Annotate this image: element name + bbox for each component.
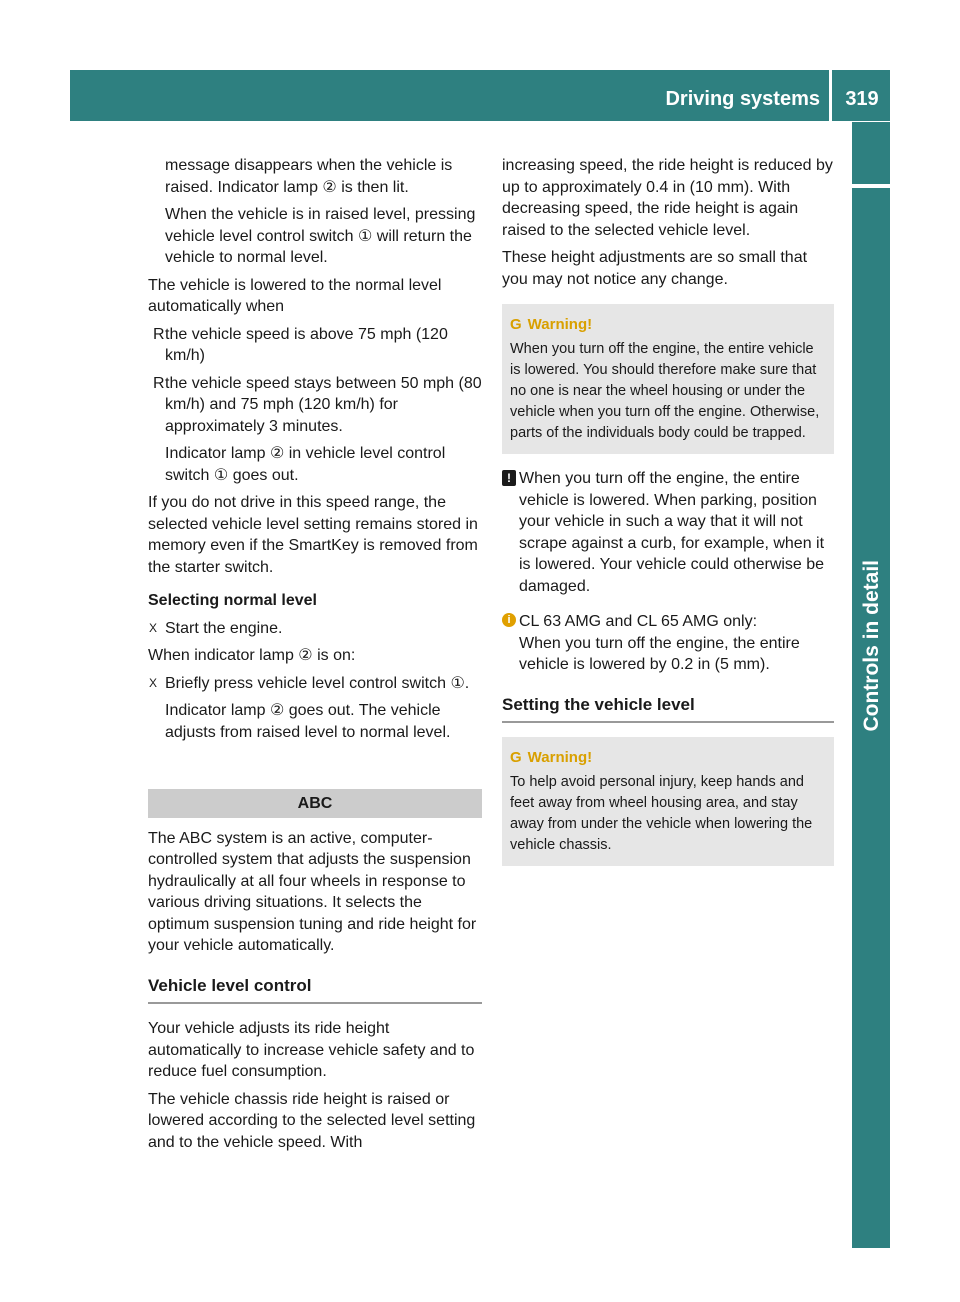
paragraph: The vehicle chassis ride height is raised or lowered according to the selected level setting and to the vehicle speed. With xyxy=(148,1090,476,1151)
paragraph: These height adjustments are so small that you may not notice any change. xyxy=(502,249,808,288)
abc-heading: ABC xyxy=(148,789,482,818)
paragraph: Indicator lamp ② in vehicle level control switch ① goes out. xyxy=(165,445,446,484)
info-note xyxy=(502,611,834,676)
exclamation-icon: ! xyxy=(502,470,516,486)
list-item-text: the vehicle speed is above 75 mph (120 km/h) xyxy=(165,325,448,364)
paragraph: The ABC system is an active, computer-controlled system that adjusts the suspension hydraulically at all four wheels in response to various driving situations. It selects the optimum suspension tuning and ride height for your vehicle automatically. xyxy=(148,829,477,954)
step-item xyxy=(148,673,482,695)
list-item-text: the vehicle speed stays between 50 mph (80 km/h) and 75 mph (120 km/h) for approximately 3 minutes. xyxy=(165,374,482,435)
side-tab-label: Controls in detail xyxy=(860,560,883,732)
damage-note xyxy=(502,468,834,597)
info-icon: i xyxy=(502,613,516,627)
warning-title xyxy=(510,314,826,335)
warning-text: When you turn off the engine, the entire vehicle is lowered. You should therefore make sure that no one is near the wheel housing or under the vehicle when you turn off the engine. Otherwise, parts of the individuals body could be trapped. xyxy=(510,341,820,441)
step-arrow-icon: X xyxy=(149,620,158,635)
paragraph: When the vehicle is in raised level, pressing vehicle level control switch ① will return the vehicle to normal level. xyxy=(165,206,476,266)
step-arrow-icon: X xyxy=(149,675,158,690)
bullet-marker: R xyxy=(153,325,165,343)
paragraph: Your vehicle adjusts its ride height automatically to increase vehicle safety and to reduce fuel consumption. xyxy=(148,1020,475,1080)
note-text: When you turn off the engine, the entire vehicle is lowered. When parking, position your vehicle in such a way that it will not scrape against a curb, for example, when it is lowered. Your vehicle could otherwise be damaged. xyxy=(519,470,825,595)
list-item xyxy=(148,373,482,438)
list-item xyxy=(148,324,482,367)
paragraph: Indicator lamp ② goes out. The vehicle adjusts from raised level to normal level. xyxy=(165,702,451,741)
paragraph: If you do not drive in this speed range, the selected vehicle level setting remains stored in memory even if the SmartKey is removed from the starter switch. xyxy=(148,494,478,576)
page-number: 319 xyxy=(845,88,879,110)
warning-icon: G xyxy=(510,749,522,766)
paragraph: When indicator lamp ② is on: xyxy=(148,647,356,664)
warning-box xyxy=(502,737,834,866)
header-divider xyxy=(829,70,832,121)
paragraph: message disappears when the vehicle is raised. Indicator lamp ② is then lit. xyxy=(165,157,453,196)
warning-text: To help avoid personal injury, keep hands and feet away from wheel housing area, and stay away from under the vehicle when lowering the vehicle chassis. xyxy=(510,774,813,853)
section-title: Driving systems xyxy=(665,88,820,110)
step-text: Start the engine. xyxy=(165,619,283,637)
side-tab-marker xyxy=(852,122,890,184)
subheading: Selecting normal level xyxy=(148,592,317,609)
step-item xyxy=(148,618,482,640)
warning-title-text: Warning! xyxy=(527,316,593,333)
section-heading: Vehicle level control xyxy=(148,975,482,1005)
warning-title xyxy=(510,747,826,768)
warning-icon: G xyxy=(510,316,522,333)
info-line: When you turn off the engine, the entire vehicle is lowered by 0.2 in (5 mm). xyxy=(519,634,800,673)
bullet-marker: R xyxy=(153,374,165,392)
section-heading: Setting the vehicle level xyxy=(502,694,834,724)
right-column xyxy=(502,155,834,880)
warning-box xyxy=(502,304,834,454)
warning-title-text: Warning! xyxy=(527,749,593,766)
paragraph: increasing speed, the ride height is reduced by up to approximately 0.4 in (10 mm). With decreasing speed, the ride height is again raised to the selected vehicle level. xyxy=(502,157,833,239)
step-text: Briefly press vehicle level control switch ①. xyxy=(165,674,470,692)
info-line: CL 63 AMG and CL 65 AMG only: xyxy=(519,613,758,630)
left-column xyxy=(148,155,482,1159)
paragraph: The vehicle is lowered to the normal level automatically when xyxy=(148,276,442,315)
